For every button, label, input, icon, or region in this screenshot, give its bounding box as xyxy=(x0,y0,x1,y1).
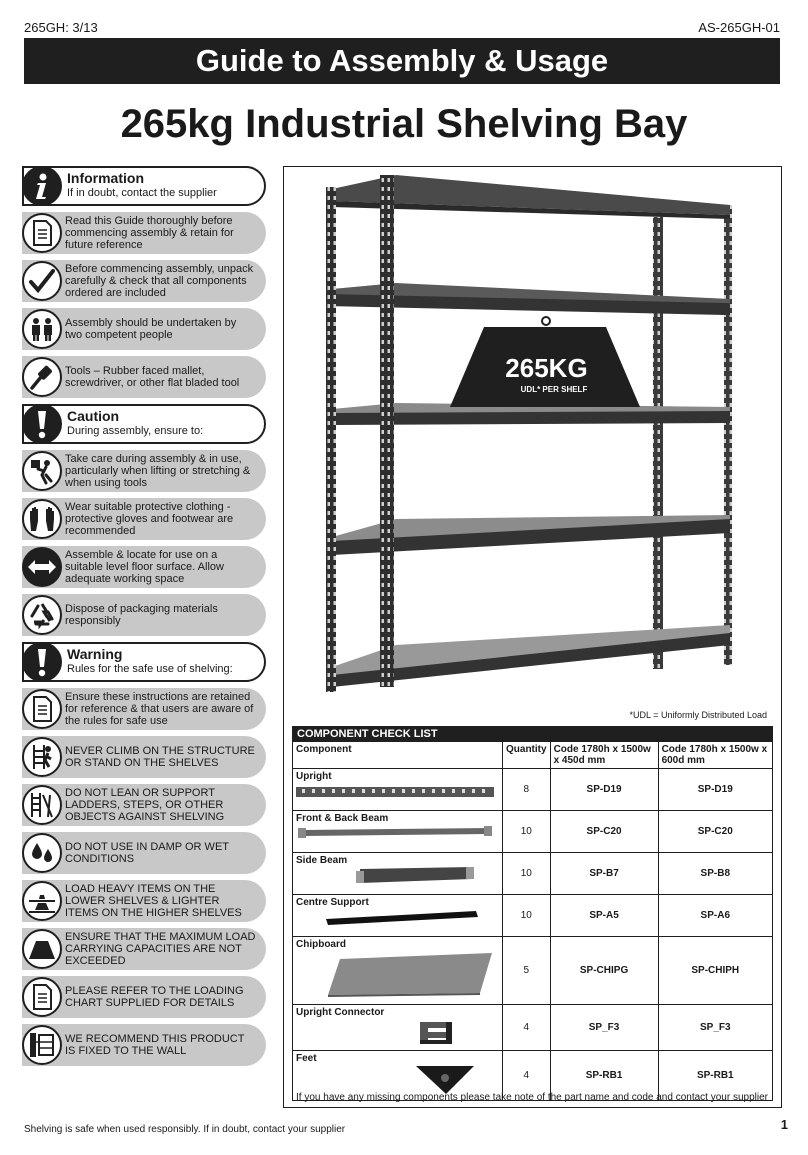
caution-title: Caution xyxy=(67,408,120,424)
component-qty: 10 xyxy=(503,895,551,937)
warning-item-text: Ensure these instructions are retained for reference & that users are aware of the rules for safe use xyxy=(65,691,254,727)
footer-note: Shelving is safe when used responsibly. If in doubt, contact your supplier xyxy=(24,1124,346,1135)
page-title: 265kg Industrial Shelving Bay xyxy=(120,102,688,146)
warning-item-text: DO NOT LEAN OR SUPPORT LADDERS, STEPS, OR OTHER OBJECTS AGAINST SHELVING xyxy=(65,787,225,823)
level-arrows-icon xyxy=(22,547,62,587)
doc-code: AS-265GH-01 xyxy=(698,20,780,35)
exclamation-icon xyxy=(22,642,62,682)
component-name: Centre Support xyxy=(296,897,369,908)
safety-column xyxy=(22,166,266,1072)
table-row xyxy=(293,853,773,895)
warning-item-text: ENSURE THAT THE MAXIMUM LOAD CARRYING CAPACITIES ARE NOT EXCEEDED xyxy=(65,931,256,967)
component-code-600: SP-C20 xyxy=(658,811,772,853)
component-qty: 10 xyxy=(503,853,551,895)
warning-item-text: PLEASE REFER TO THE LOADING CHART SUPPLIED FOR DETAILS xyxy=(65,985,244,1009)
udl-note: *UDL = Uniformly Distributed Load xyxy=(629,710,767,720)
side-beam-illustration xyxy=(296,867,494,885)
table-row xyxy=(293,1005,773,1051)
caution-subtitle: During assembly, ensure to: xyxy=(67,425,204,437)
caution-item-text: Wear suitable protective clothing - protective gloves and footwear are recommended xyxy=(65,501,234,537)
connector-illustration xyxy=(296,1018,494,1048)
weight-rating: 265KG xyxy=(505,353,588,383)
caution-item-text: Take care during assembly & in use, particularly when lifting or stretching & when using tools xyxy=(65,453,251,489)
component-qty: 4 xyxy=(503,1005,551,1051)
two-people-icon xyxy=(22,309,62,349)
component-name: Upright Connector xyxy=(296,1007,385,1018)
information-subtitle: If in doubt, contact the supplier xyxy=(67,187,217,199)
document-icon xyxy=(22,689,62,729)
component-code-600: SP-B8 xyxy=(658,853,772,895)
beam-illustration xyxy=(296,826,494,840)
caution-header xyxy=(22,404,266,444)
warning-title: Warning xyxy=(67,646,123,662)
mallet-icon xyxy=(22,357,62,397)
col-code-450: Code 1780h x 1500w x 450d mm xyxy=(550,742,658,769)
component-code-600: SP-A6 xyxy=(658,895,772,937)
info-item-text: Before commencing assembly, unpack carefully & check that all components ordered are included xyxy=(65,263,254,299)
table-row xyxy=(293,937,773,1005)
wall-fix-icon xyxy=(22,1025,62,1065)
table-row xyxy=(293,895,773,937)
no-climb-icon xyxy=(22,737,62,777)
doc-reference: 265GH: 3/13 xyxy=(24,20,98,35)
component-name: Upright xyxy=(296,771,332,782)
warning-item xyxy=(22,736,266,778)
gloves-icon xyxy=(22,499,62,539)
water-drops-icon xyxy=(22,833,62,873)
col-quantity: Quantity xyxy=(503,742,551,769)
col-component: Component xyxy=(293,742,503,769)
caution-item xyxy=(22,498,266,540)
document-icon xyxy=(22,977,62,1017)
document-icon xyxy=(22,213,62,253)
component-code-450: SP-B7 xyxy=(550,853,658,895)
upright-illustration xyxy=(296,784,494,800)
warning-item xyxy=(22,976,266,1018)
component-code-450: SP-C20 xyxy=(550,811,658,853)
centre-support-illustration xyxy=(296,909,494,925)
component-qty: 5 xyxy=(503,937,551,1005)
component-code-600: SP-RB1 xyxy=(658,1051,772,1101)
component-code-450: SP-A5 xyxy=(550,895,658,937)
warning-item xyxy=(22,928,266,970)
checkmark-icon xyxy=(22,261,62,301)
information-title: Information xyxy=(67,170,144,186)
warning-header xyxy=(22,642,266,682)
warning-item-text: WE RECOMMEND THIS PRODUCT IS FIXED TO THE WALL xyxy=(65,1033,245,1057)
info-item xyxy=(22,356,266,398)
missing-components-note: If you have any missing components please take note of the part name and code and contact your supplier xyxy=(296,1092,768,1103)
component-name: Side Beam xyxy=(296,855,348,866)
component-code-450: SP-D19 xyxy=(550,769,658,811)
warning-item xyxy=(22,784,266,826)
component-code-600: SP-D19 xyxy=(658,769,772,811)
warning-item-text: DO NOT USE IN DAMP OR WET CONDITIONS xyxy=(65,841,229,865)
info-item xyxy=(22,308,266,350)
component-code-600: SP_F3 xyxy=(658,1005,772,1051)
page-number: 1 xyxy=(780,1117,788,1132)
component-qty: 10 xyxy=(503,811,551,853)
warning-item-text: NEVER CLIMB ON THE STRUCTURE OR STAND ON THE SHELVES xyxy=(65,745,255,769)
warning-item-text: LOAD HEAVY ITEMS ON THE LOWER SHELVES & LIGHTER ITEMS ON THE HIGHER SHELVES xyxy=(65,883,242,919)
component-code-450: SP-CHIPG xyxy=(550,937,658,1005)
weight-rating-sub: UDL* PER SHELF xyxy=(520,385,588,394)
warning-subtitle: Rules for the safe use of shelving: xyxy=(67,663,233,675)
info-item xyxy=(22,260,266,302)
component-name: Front & Back Beam xyxy=(296,813,389,824)
lifting-person-icon xyxy=(22,451,62,491)
warning-item xyxy=(22,1024,266,1066)
heavy-load-icon xyxy=(22,881,62,921)
component-name: Chipboard xyxy=(296,939,346,950)
caution-item xyxy=(22,594,266,636)
table-row xyxy=(293,811,773,853)
weight-icon xyxy=(22,929,62,969)
caution-item xyxy=(22,450,266,492)
info-item xyxy=(22,212,266,254)
product-panel xyxy=(283,166,782,1108)
exclamation-icon xyxy=(22,404,62,444)
info-item-text: Read this Guide thoroughly before commencing assembly & retain for future reference xyxy=(65,215,234,251)
warning-item xyxy=(22,880,266,922)
component-qty: 8 xyxy=(503,769,551,811)
recycle-icon xyxy=(22,595,62,635)
component-checklist xyxy=(292,726,773,1101)
shelving-illustration xyxy=(284,167,780,727)
component-name: Feet xyxy=(296,1053,317,1064)
chipboard-illustration xyxy=(296,951,494,997)
table-row xyxy=(293,769,773,811)
info-icon xyxy=(22,166,62,206)
component-code-600: SP-CHIPH xyxy=(658,937,772,1005)
info-item-text: Assembly should be undertaken by two competent people xyxy=(65,317,237,341)
caution-item-text: Assemble & locate for use on a suitable level floor surface. Allow adequate working space xyxy=(65,549,224,585)
component-code-450: SP_F3 xyxy=(550,1005,658,1051)
caution-item xyxy=(22,546,266,588)
guide-banner: Guide to Assembly & Usage xyxy=(24,38,780,84)
ladder-icon xyxy=(22,785,62,825)
information-header xyxy=(22,166,266,206)
checklist-title: COMPONENT CHECK LIST xyxy=(293,727,773,742)
component-qty: 4 xyxy=(503,1051,551,1101)
caution-item-text: Dispose of packaging materials responsibly xyxy=(65,603,218,627)
info-item-text: Tools – Rubber faced mallet, screwdriver, or other flat bladed tool xyxy=(65,365,240,389)
warning-item xyxy=(22,688,266,730)
col-code-600: Code 1780h x 1500w x 600d mm xyxy=(658,742,772,769)
component-code-450: SP-RB1 xyxy=(550,1051,658,1101)
warning-item xyxy=(22,832,266,874)
